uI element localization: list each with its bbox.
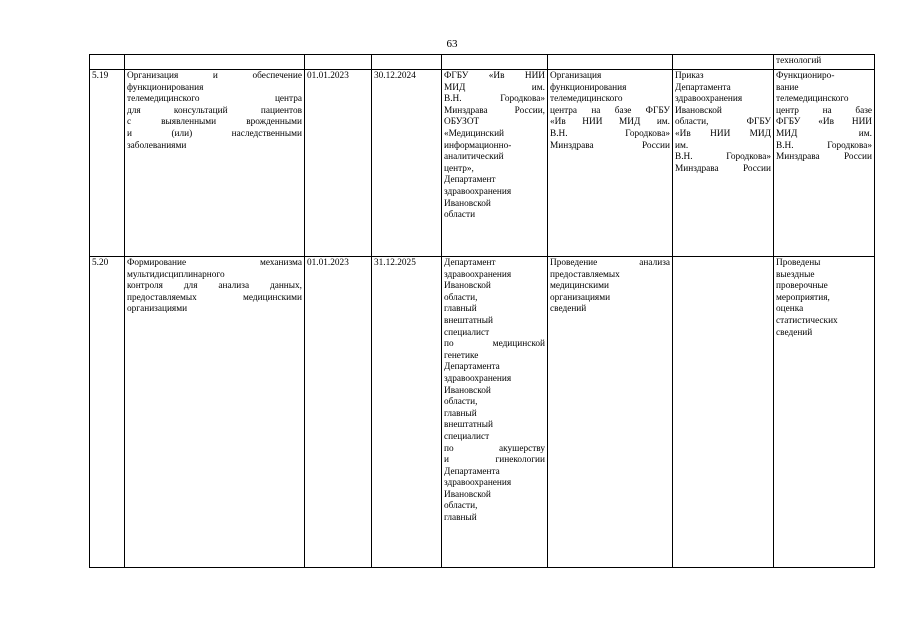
cell-text-line: здравоохранения: [444, 478, 512, 489]
cell-text-line: Организация и обеспечение: [127, 71, 302, 81]
cell-text-line: Проведение анализа: [550, 258, 670, 268]
cell-text-line: Минздрава России,: [444, 105, 545, 116]
cell-text-line: здравоохранения: [675, 94, 743, 105]
cell-text-line: медицинскими: [550, 281, 609, 292]
cell-text-line: «Медицинский: [444, 128, 505, 139]
result: [774, 257, 875, 568]
end-date: 31.12.2025: [372, 257, 442, 568]
cell-text-line: Ивановской: [444, 198, 491, 209]
cell-executor: [442, 55, 548, 70]
executor: [442, 70, 548, 257]
cell-num: [90, 55, 125, 70]
indicator: [548, 257, 673, 568]
cell-text-line: ФГБУ «Ив НИИ: [776, 117, 872, 128]
cell-text-line: функционирования: [127, 82, 204, 93]
start-date: 01.01.2023: [305, 257, 372, 568]
end-date: 30.12.2024: [372, 70, 442, 257]
cell-text-line: В.Н. Городкова»: [444, 94, 545, 105]
cell-text-line: центр на базе: [776, 105, 872, 116]
cell-text-line: МИД им.: [444, 82, 545, 93]
result: [774, 70, 875, 257]
cell-text-line: генетике: [444, 350, 479, 361]
cell-text-line: телемедицинского: [550, 94, 623, 105]
cell-text-line: главный: [444, 513, 477, 524]
start-date: 01.01.2023: [305, 70, 372, 257]
activity-name: [125, 70, 305, 257]
cell-text-line: Департамента: [444, 466, 500, 477]
cell-text-line: и гинекологии: [444, 455, 545, 466]
cell-text-line: внештатный: [444, 420, 493, 431]
cell-text-line: выездные: [776, 269, 815, 280]
result-text: технологий: [776, 56, 822, 66]
cell-text-line: ФГБУ «Ив НИИ: [444, 71, 545, 81]
cell-text-line: области, ФГБУ: [675, 117, 771, 128]
cell-text-line: здравоохранения: [444, 373, 512, 384]
cell-text-line: В.Н. Городкова»: [675, 152, 771, 163]
cell-text-line: Минздрава России: [675, 163, 771, 174]
cell-text-line: центра на базе ФГБУ: [550, 105, 670, 116]
cell-text-line: специалист: [444, 431, 490, 442]
cell-text-line: и (или) наследственными: [127, 128, 302, 139]
cell-text-line: функционирования: [550, 82, 627, 93]
cell-text-line: Ивановской: [444, 385, 491, 396]
table-row: [90, 257, 875, 568]
cell-text-line: информационно-: [444, 140, 512, 151]
cell-text-line: по медицинской: [444, 339, 545, 350]
cell-text-line: Приказ: [675, 71, 704, 81]
activities-table: [89, 54, 875, 568]
cell-text-line: МИД им.: [776, 128, 872, 139]
cell-text-line: по акушерству: [444, 443, 545, 454]
cell-text-line: специалист: [444, 327, 490, 338]
cell-text-line: Департамента: [675, 82, 731, 93]
cell-text-line: Организация: [550, 71, 602, 81]
cell-text-line: Формирование механизма: [127, 258, 302, 268]
cell-text-line: ОБУЗОТ: [444, 117, 480, 128]
cell-text-line: сведений: [776, 327, 813, 338]
cell-text-line: внештатный: [444, 315, 493, 326]
cell-text-line: области,: [444, 501, 478, 512]
cell-text-line: аналитический: [444, 152, 504, 163]
cell-text-line: здравоохранения: [444, 186, 512, 197]
cell-text-line: оценка: [776, 304, 804, 315]
cell-name: [125, 55, 305, 70]
cell-text-line: области,: [444, 292, 478, 303]
row-number: 5.20: [90, 257, 125, 568]
cell-text-line: главный: [444, 304, 477, 315]
cell-text-line: В.Н. Городкова»: [550, 128, 670, 139]
cell-text-line: главный: [444, 408, 477, 419]
cell-text-line: здравоохранения: [444, 269, 512, 280]
cell-text-line: телемедицинского центра: [127, 94, 302, 105]
cell-text-line: телемедицинского: [776, 94, 849, 105]
cell-text-line: области: [444, 210, 476, 221]
cell-text-line: Функциониро-: [776, 71, 835, 81]
cell-text-line: «Ив НИИ МИД им.: [550, 117, 670, 128]
cell-text-line: центр»,: [444, 163, 474, 174]
cell-result: [774, 55, 875, 70]
document: [673, 257, 774, 568]
cell-text-line: предоставляемых медицинскими: [127, 292, 302, 303]
cell-text-line: Проведены: [776, 258, 821, 268]
cell-document: [673, 55, 774, 70]
cell-text-line: Минздрава России: [550, 140, 670, 151]
cell-text-line: области,: [444, 397, 478, 408]
cell-end: [372, 55, 442, 70]
cell-text-line: предоставляемых: [550, 269, 620, 280]
cell-text-line: мероприятия,: [776, 292, 830, 303]
cell-text-line: сведений: [550, 304, 587, 315]
cell-text-line: В.Н. Городкова»: [776, 140, 872, 151]
cell-text-line: с выявленными врожденными: [127, 117, 302, 128]
cell-text-line: организациями: [127, 304, 188, 315]
cell-text-line: Ивановской: [444, 281, 491, 292]
cell-text-line: Минздрава России: [776, 152, 872, 163]
cell-text-line: Департамент: [444, 258, 496, 268]
indicator: [548, 70, 673, 257]
row-number: 5.19: [90, 70, 125, 257]
document: [673, 70, 774, 257]
cell-text-line: мультидисциплинарного: [127, 269, 225, 280]
cell-start: [305, 55, 372, 70]
cell-text-line: контроля для анализа данных,: [127, 281, 302, 292]
table-row-continuation: [90, 55, 875, 70]
page-number: 63: [446, 38, 458, 50]
cell-indicator: [548, 55, 673, 70]
cell-text-line: проверочные: [776, 281, 828, 292]
cell-text-line: организациями: [550, 292, 611, 303]
cell-text-line: вание: [776, 82, 799, 93]
table-row: [90, 70, 875, 257]
cell-text-line: Департамент: [444, 175, 496, 186]
cell-text-line: Ивановской: [444, 489, 491, 500]
activity-name: [125, 257, 305, 568]
cell-text-line: для консультаций пациентов: [127, 105, 302, 116]
cell-text-line: Департамента: [444, 362, 500, 373]
cell-text-line: статистических: [776, 315, 838, 326]
cell-text-line: Ивановской: [675, 105, 722, 116]
cell-text-line: им.: [675, 140, 689, 151]
executor: [442, 257, 548, 568]
cell-text-line: заболеваниями: [127, 140, 187, 151]
cell-text-line: «Ив НИИ МИД: [675, 128, 771, 139]
